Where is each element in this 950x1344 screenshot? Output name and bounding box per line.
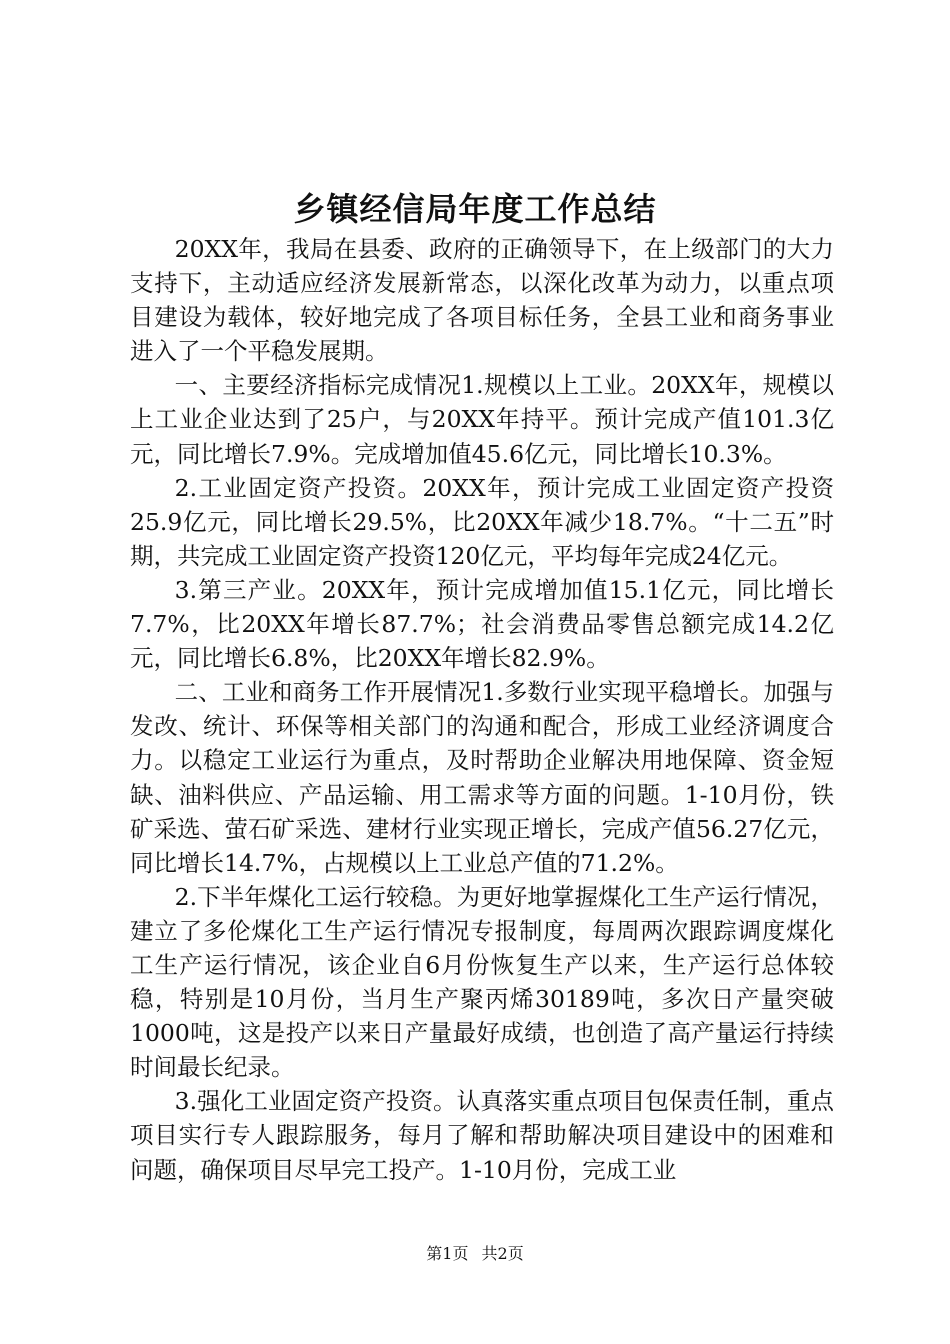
- paragraph-intro: 20XX年，我局在县委、政府的正确领导下，在上级部门的大力支持下，主动适应经济发展新常态，以深化改革为动力，以重点项目建设为载体，较好地完成了各项目标任务，全县工业和商务事业进入了一个平稳发展期。: [130, 235, 834, 366]
- paragraph-tertiary-industry: 3.第三产业。20XX年，预计完成增加值15.1亿元，同比增长7.7%，比20XX年增长87.7%；社会消费品零售总额完成14.2亿元，同比增长6.8%，比20XX年增长82.9%。: [130, 575, 834, 673]
- paragraph-fixed-asset-investment: 2.工业固定资产投资。20XX年，预计完成工业固定资产投资25.9亿元，同比增长29.5%，比20XX年减少18.7%。“十二五”时期，共完成工业固定资产投资120亿元，平均每年完成24亿元。: [130, 473, 834, 570]
- page-total: 共2页: [481, 1244, 524, 1263]
- document-title: 乡镇经信局年度工作总结: [293, 190, 657, 228]
- page-footer: [0, 1242, 950, 1266]
- document-body: [130, 232, 834, 1187]
- page-number: 第1页: [426, 1244, 469, 1263]
- paragraph-economic-indicators: 一、主要经济指标完成情况1.规模以上工业。20XX年，规模以上工业企业达到了25户，与20XX年持平。预计完成产值101.3亿元，同比增长7.9%。完成增加值45.6亿元，同比增长10.3%。: [130, 371, 834, 468]
- paragraph-industry-commerce: 二、工业和商务工作开展情况1.多数行业实现平稳增长。加强与发改、统计、环保等相关部门的沟通和配合，形成工业经济调度合力。以稳定工业运行为重点，及时帮助企业解决用地保障、资金短缺、油料供应、产品运输、用工需求等方面的问题。1-10月份，铁矿采选、萤石矿采选、建材行业实现正增长，完成产值56.27亿元，同比增长14.7%，占规模以上工业总产值的71.2%。: [130, 678, 834, 877]
- paragraph-coal-chemical: 2.下半年煤化工运行较稳。为更好地掌握煤化工生产运行情况，建立了多伦煤化工生产运行情况专报制度，每周两次跟踪调度煤化工生产运行情况，该企业自6月份恢复生产以来，生产运行总体较稳，特别是10月份，当月生产聚丙烯30189吨，多次日产量突破1000吨，这是投产以来日产量最好成绩，也创造了高产量运行持续时间最长纪录。: [130, 882, 834, 1082]
- paragraph-investment-strengthening: 3.强化工业固定资产投资。认真落实重点项目包保责任制，重点项目实行专人跟踪服务，每月了解和帮助解决项目建设中的困难和问题，确保项目尽早完工投产。1-10月份，完成工业: [130, 1087, 834, 1184]
